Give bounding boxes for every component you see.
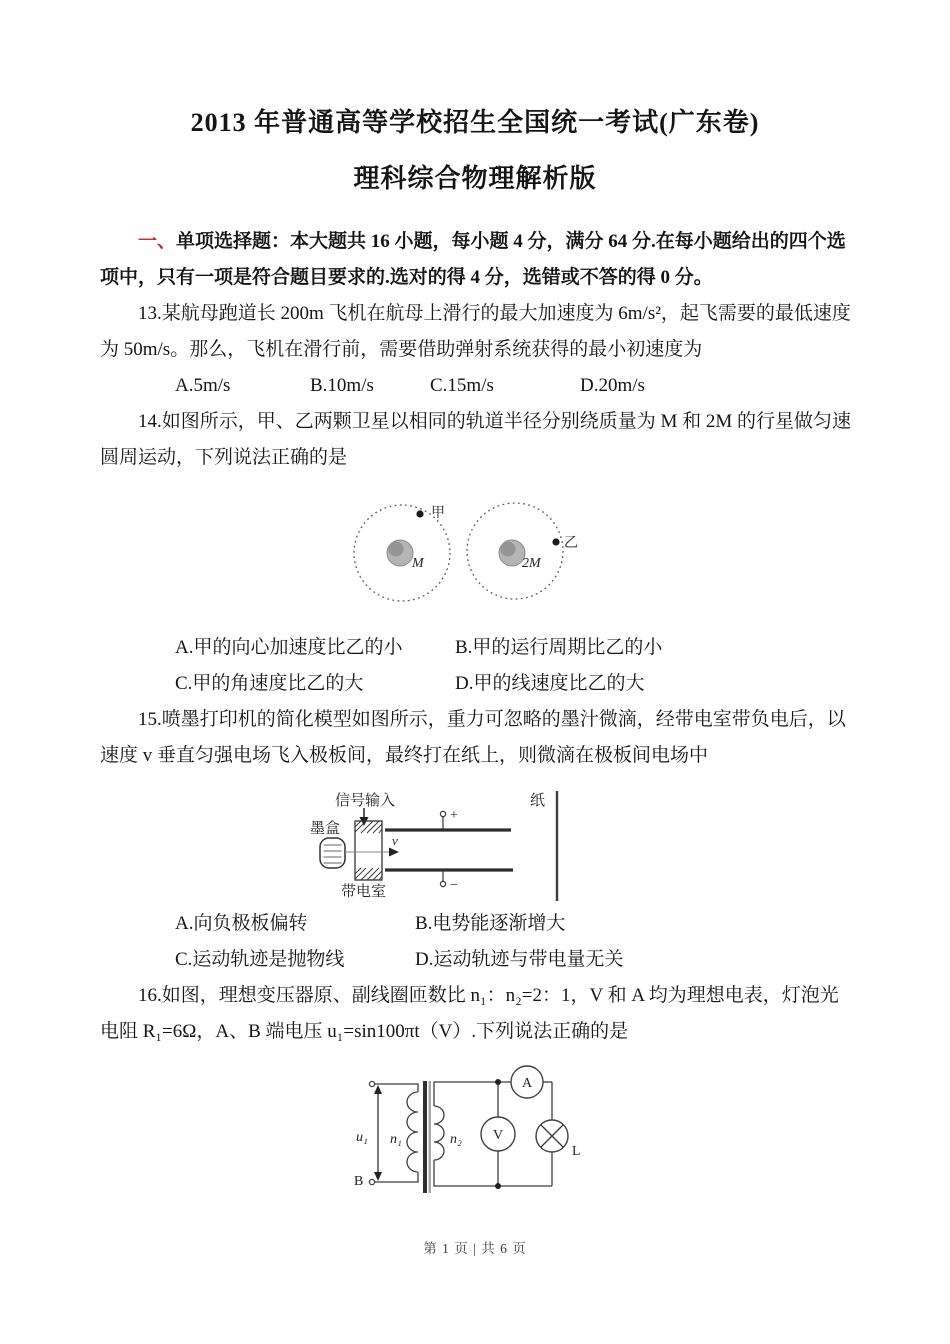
charging-room-label: 带电室 <box>341 884 387 900</box>
question-13-options <box>100 368 850 404</box>
question-16-line2: 电阻 R₁=6Ω，A、B 端电压 u₁=sin100πt（V）.下列说法正确的是 <box>100 1021 629 1042</box>
question-15-line2: 速度 v 垂直匀强电场飞入极板间，最终打在纸上，则微滴在极板间电场中 <box>100 745 709 766</box>
signal-input-label: 信号输入 <box>335 793 396 809</box>
question-14-options <box>100 630 850 702</box>
velocity-label: v <box>392 833 398 848</box>
n1-label: n₁ <box>390 1132 402 1147</box>
page-title: 2013 年普通高等学校招生全国统一考试(广东卷) <box>190 108 760 137</box>
section-heading-text: 单项选择题：本大题共 16 小题，每小题 4 分，满分 64 分.在每小题给出的四个选 <box>176 231 846 252</box>
junction-dot-bottom <box>495 1183 501 1189</box>
minus-sign: − <box>450 878 458 893</box>
ink-box-label: 墨盒 <box>310 821 341 837</box>
inkjet-printer-diagram <box>280 788 610 906</box>
ammeter-label: A <box>521 1076 533 1091</box>
page-footer: 第 1 页 | 共 6 页 <box>423 1241 527 1256</box>
plus-terminal <box>440 808 458 830</box>
satellite-yi-dot <box>552 538 559 545</box>
option-15-b: B.电势能逐渐增大 <box>415 913 566 934</box>
satellite-yi-label: 乙 <box>564 536 578 551</box>
n2-label: n₂ <box>450 1132 462 1147</box>
section-marker: 一、 <box>138 231 177 252</box>
page-subtitle: 理科综合物理解析版 <box>353 164 597 193</box>
question-13-line2: 为 50m/s。那么，飞机在滑行前，需要借助弹射系统获得的最小初速度为 <box>100 339 703 360</box>
lamp-label: L <box>572 1144 581 1159</box>
option-14-c: C.甲的角速度比乙的大 <box>175 673 364 694</box>
u1-label: u₁ <box>356 1130 368 1145</box>
ink-cartridge-shape <box>320 838 345 868</box>
orbit-right <box>467 503 578 599</box>
option-13-c: C.15m/s <box>430 375 494 396</box>
lamp-icon <box>536 1120 568 1152</box>
paper-label: 纸 <box>530 793 546 809</box>
satellites-orbit-diagram <box>320 482 650 622</box>
option-15-c: C.运动轨迹是抛物线 <box>175 949 345 970</box>
question-15-options <box>100 906 850 978</box>
droplet-velocity-arrow <box>345 848 399 857</box>
capacitor-plates <box>385 830 513 870</box>
minus-terminal <box>440 870 458 893</box>
planet-m-label: M <box>412 556 424 571</box>
junction-dot-top <box>495 1079 501 1085</box>
option-14-d: D.甲的线速度比乙的大 <box>455 673 645 694</box>
u1-voltage-arrow <box>374 1085 382 1181</box>
planet-2m-label: 2M <box>522 556 541 571</box>
orbit-left <box>354 505 450 601</box>
question-14-line1: 14.如图所示，甲、乙两颗卫星以相同的轨道半径分别绕质量为 M 和 2M 的行星做匀速 <box>138 411 852 432</box>
transformer-circuit-diagram <box>330 1059 610 1209</box>
option-14-a: A.甲的向心加速度比乙的小 <box>175 637 403 658</box>
option-15-a: A.向负极板偏转 <box>175 913 308 934</box>
terminal-b-label: B <box>354 1174 364 1189</box>
satellite-jia-label: 甲 <box>431 506 445 521</box>
question-15-line1: 15.喷墨打印机的简化模型如图所示，重力可忽略的墨汁微滴，经带电室带负电后，以 <box>138 709 846 730</box>
option-13-d: D.20m/s <box>580 375 645 396</box>
question-14-line2: 圆周运动，下列说法正确的是 <box>100 447 348 468</box>
section-heading-line1 <box>100 224 850 260</box>
voltmeter-label: V <box>492 1128 504 1143</box>
voltmeter-icon <box>481 1117 515 1151</box>
plus-sign: + <box>450 808 458 823</box>
question-16-line1: 16.如图，理想变压器原、副线圈匝数比 n₁：n₂=2：1，V 和 A 均为理想电表，灯泡光 <box>138 985 839 1006</box>
option-13-a: A.5m/s <box>175 375 231 396</box>
ammeter-icon <box>511 1066 543 1098</box>
transformer-core <box>423 1081 431 1193</box>
satellite-jia-dot <box>416 510 423 517</box>
section-heading-line2: 项中，只有一项是符合题目要求的.选对的得 4 分，选错或不答的得 0 分。 <box>100 267 713 288</box>
question-13-line1: 13.某航母跑道长 200m 飞机在航母上滑行的最大加速度为 6m/s²，起飞需要的最低速度 <box>138 303 851 324</box>
option-15-d: D.运动轨迹与带电量无关 <box>415 949 624 970</box>
option-13-b: B.10m/s <box>310 375 374 396</box>
charging-chamber-shape <box>355 821 382 880</box>
option-14-b: B.甲的运行周期比乙的小 <box>455 637 663 658</box>
